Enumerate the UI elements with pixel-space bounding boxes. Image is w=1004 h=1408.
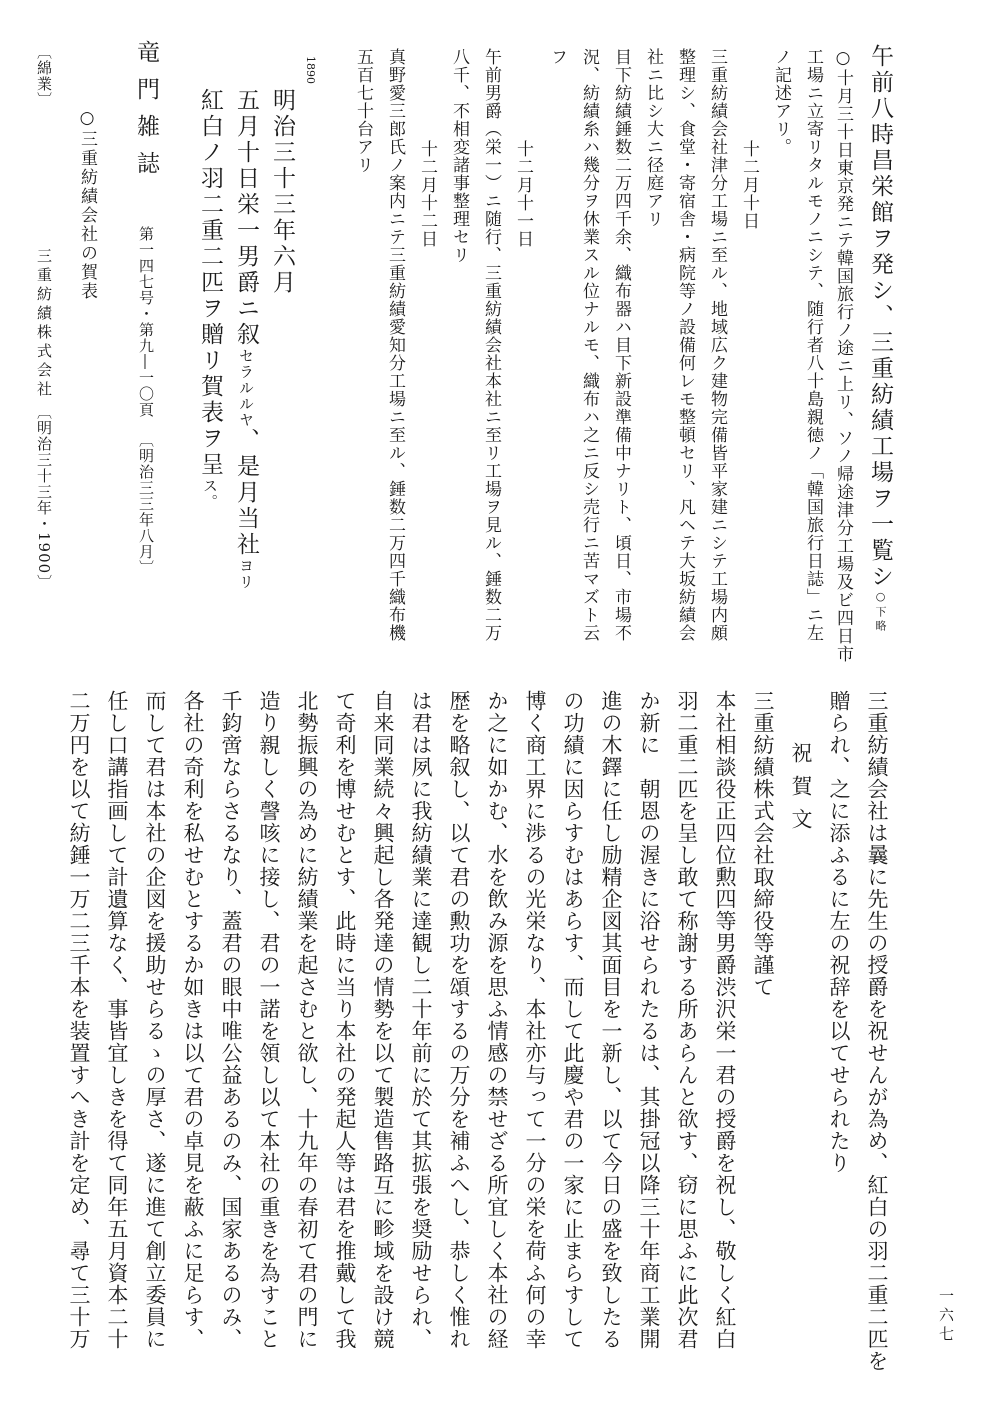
line-top-11: 午前男爵（栄一）ニ随行、三重紡績会社本社ニ至リ工場ヲ見ル、錘数二万 <box>481 48 501 642</box>
note: ○下略 <box>874 590 887 634</box>
line-top-13: 真野愛三郎氏ノ案内ニテ三重紡績愛知分工場ニ至ル、錘数二万四千織布機 <box>385 48 405 642</box>
congratulations-title: 祝賀文 <box>789 742 813 841</box>
line-bottom-20: 而して君は本社の企図を援助せらるゝの厚さ、遂に進て創立委員に <box>143 690 167 1350</box>
line-bottom-13: は君は夙に我紡績業に達観し二十年前に於て其拡張を奨励せられ、 <box>409 690 433 1350</box>
category-tag: 〔綿業〕 <box>35 44 53 108</box>
line-top-14: 五百七十台アリ <box>353 48 373 174</box>
text: 五月十日栄一男爵ニ叙 <box>233 88 259 348</box>
date-heading-3: 十二月十二日 <box>417 140 437 248</box>
source-date: 〔明治三三年八月〕 <box>137 432 155 576</box>
source-title: 竜門雑誌 <box>133 40 159 188</box>
page-number: 一六七 <box>937 1288 955 1345</box>
line-bottom-8: 進の木鐸に任し励精企図其面目を一新し、以て今日の盛を致したる <box>599 690 623 1350</box>
line-top-5: 三重紡績会社津分工場ニ至ル、地域広ク建物完備皆平家建ニシテ工場内頗 <box>707 48 727 642</box>
line-top-8: 目下紡績錘数二万四千余、織布器ハ目下新設準備中ナリト、頃日、市場不 <box>611 48 631 642</box>
entry-line-1 <box>234 88 257 590</box>
line-bottom-17: 造り親しく謦咳に接し、君の一諾を領し以て本社の重きを為すこと <box>257 690 281 1350</box>
line-top-6: 整理シ、食堂・寄宿舎・病院等ノ設備何レモ整頓セリ、凡ヘテ大坂紡績会 <box>675 48 695 642</box>
line-bottom-2: 贈られ、之に添ふるに左の祝辞を以てせられたり <box>827 690 851 1174</box>
entry-line-2 <box>198 88 221 510</box>
line-bottom-16: 北勢振興の為めに紡績業を起さむと欲し、十九年の春初て君の門に <box>295 690 319 1350</box>
text: 紅白ノ羽二重二匹ヲ贈リ賀表ヲ呈 <box>197 88 223 478</box>
section-heading: ○三重紡績会社の賀表 <box>77 108 97 301</box>
line-top-1 <box>868 44 891 634</box>
line-top-9: 況、紡績糸ハ幾分ヲ休業スル位ナルモ、織布ハ之ニ反シ売行ニ苦マズト云 <box>579 48 599 642</box>
line-bottom-14: 自来同業続々興起し各発達の情勢を以て製造售路互に畛域を設け競 <box>371 690 395 1350</box>
line-top-10: フ <box>547 48 567 66</box>
line-bottom-7: か新に 朝恩の渥きに浴せられたるは、其掛冠以降三十年商工業開 <box>637 690 661 1350</box>
line-bottom-19: 各社の奇利を私せむとするか如きは以て君の卓見を蔽ふに足らす、 <box>181 690 205 1350</box>
date-heading-1: 十二月十日 <box>739 140 759 230</box>
line-bottom-5: 本社相談役正四位勲四等男爵渋沢栄一君の授爵を祝し、敬しく紅白 <box>713 690 737 1350</box>
text: 、是月当社 <box>233 428 259 558</box>
entry-year: 明治三十三年六月 <box>269 88 295 296</box>
line-bottom-21: 任し口講指画して計遺算なく、事皆宜しきを得て同年五月資本二十 <box>105 690 129 1350</box>
source-detail: 第一四七号・第九―一〇頁 <box>137 226 155 418</box>
company-date: 〔明治三十三年・1900〕 <box>35 404 53 591</box>
line-top-2: ○十月三十日東京発ニテ韓国旅行ノ途ニ上リ、ソノ帰途津分工場及ビ四日市 <box>833 48 853 663</box>
company-name: 三重紡績株式会社 <box>35 248 53 400</box>
line-top-12: 八千、不相変諸事整理セリ <box>449 48 469 264</box>
line-top-7: 社ニ比シ大ニ径庭アリ <box>643 48 663 228</box>
line-bottom-11: か之に如かむ、水を飲み源を思ふ情感の禁せざる所宜しく本社の経 <box>485 690 509 1350</box>
line-bottom-10: 博く商工界に渉るの光栄なり、本社亦与って一分の栄を荷ふ何の幸 <box>523 690 547 1350</box>
line-bottom-18: 千鈞啻ならさるなり、蓋君の眼中唯公益あるのみ、国家あるのみ、 <box>219 690 243 1350</box>
line-bottom-12: 歴を略叙し、以て君の勲功を頌するの万分を補ふへし、恭しく惟れ <box>447 690 471 1350</box>
line-bottom-6: 羽二重二匹を呈し敢て称謝する所あらんと欲す、窃に思ふに此次君 <box>675 690 699 1350</box>
text-small: セラルルヤ <box>237 348 255 428</box>
line-bottom-9: の功績に因らすむはあらす、而して此慶や君の一家に止まらすして <box>561 690 585 1350</box>
year-note: 1890 <box>304 56 317 84</box>
line-bottom-4: 三重紡績株式会社取締役等謹て <box>751 690 775 998</box>
text-small: ヨリ <box>237 558 255 590</box>
line-bottom-1: 三重紡績会社は曩に先生の授爵を祝せんが為め、紅白の羽二重二匹を <box>865 690 889 1372</box>
date-heading-2: 十二月十一日 <box>513 140 533 248</box>
line-bottom-15: て奇利を博せむとす、此時に当り本社の発起人等は君を推戴して我 <box>333 690 357 1350</box>
line-top-4: ノ記述アリ。 <box>771 48 791 156</box>
text: 午前八時昌栄館ヲ発シ、三重紡績工場ヲ一覧シ <box>867 44 893 590</box>
line-top-3: 工場ニ立寄リタルモノニシテ、随行者八十島親徳ノ「韓国旅行日誌」ニ左 <box>803 48 823 642</box>
line-bottom-22: 二万円を以て紡錘一万二三千本を装置すへき計を定め、尋て三十万 <box>67 690 91 1350</box>
text-small: ス。 <box>201 478 219 510</box>
